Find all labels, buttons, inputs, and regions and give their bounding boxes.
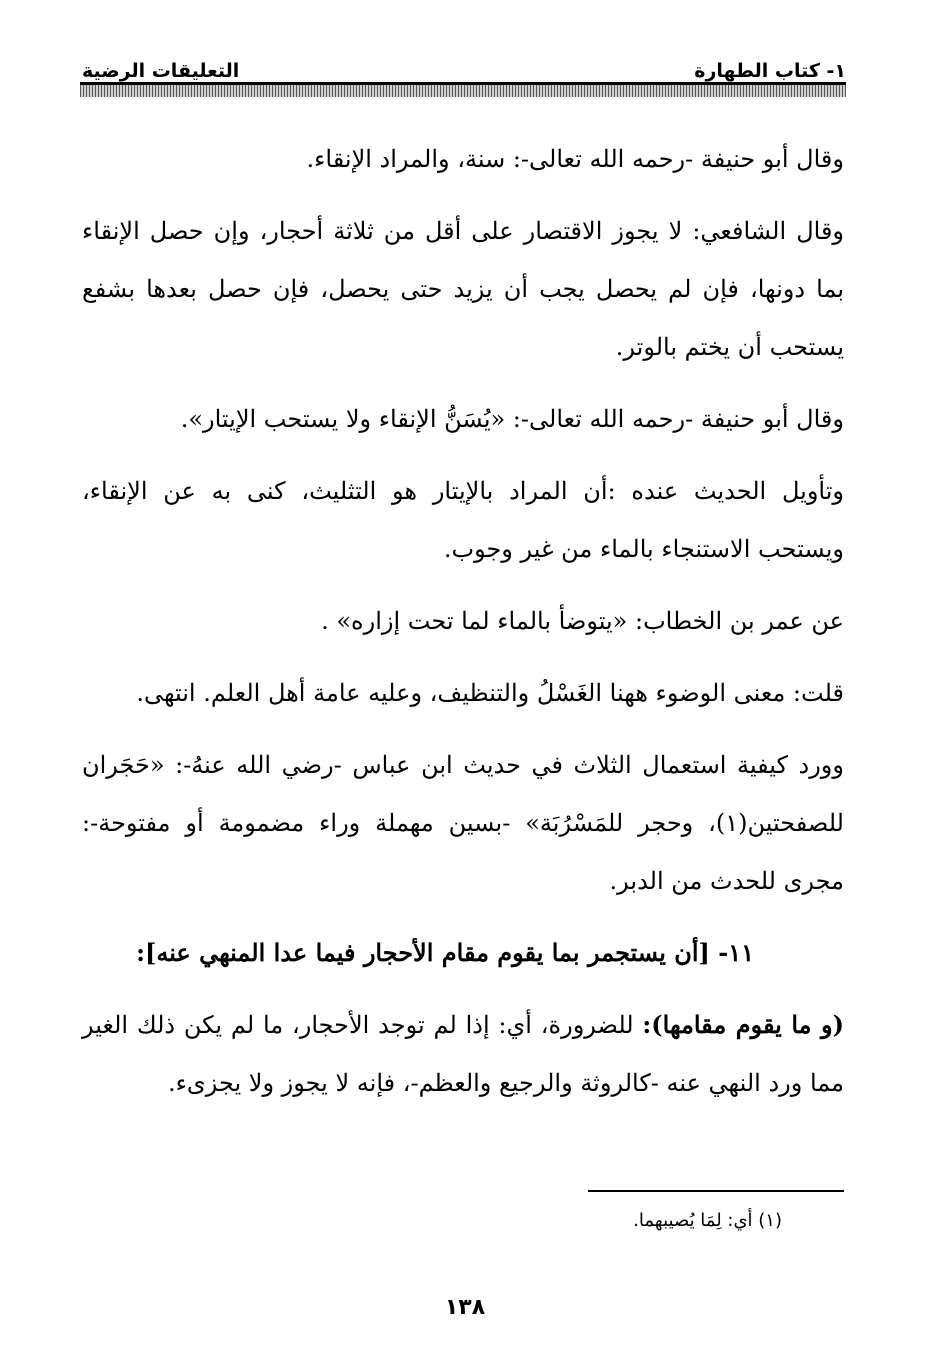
paragraph: وقال أبو حنيفة -رحمه الله تعالى-: سنة، والمراد الإنقاء. bbox=[306, 145, 844, 173]
paragraph: وورد كيفية استعمال الثلاث في حديث ابن عباس -رضي الله عنهُ-: «حَجَران للصفحتين(١)، وحجر للمَسْرُبَة» -بسين مهملة وراء مضمومة أو مفتوحة-: مجرى للحدث من الدبر. bbox=[82, 751, 844, 895]
header-rule bbox=[80, 82, 846, 97]
paragraph-lead: (و ما يقوم مقامها): bbox=[642, 1010, 844, 1039]
chapter-title: ١- كتاب الطهارة bbox=[694, 60, 846, 82]
page-number: ١٣٨ bbox=[444, 1295, 486, 1320]
paragraph: وتأويل الحديث عنده :أن المراد بالإيتار هو التثليث، كنى به عن الإنقاء، ويستحب الاستنجاء بالماء من غير وجوب. bbox=[82, 477, 844, 563]
paragraph: قلت: معنى الوضوء ههنا الغَسْلُ والتنظيف، وعليه عامة أهل العلم. انتهى. bbox=[136, 679, 844, 707]
paragraph: عن عمر بن الخطاب: «يتوضأ بالماء لما تحت إزاره» . bbox=[321, 607, 844, 635]
footnote-rule bbox=[588, 1190, 844, 1192]
paragraph-text: للضرورة، أي: إذا لم توجد الأحجار، ما لم يكن ذلك الغير مما ورد النهي عنه -كالروثة والرجيع والعظم-، فإنه لا يجوز ولا يجزىء. bbox=[82, 1011, 844, 1097]
section-heading: ١١- [أن يستجمر بما يقوم مقام الأحجار فيما عدا المنهي عنه]: bbox=[136, 938, 754, 967]
paragraph: وقال أبو حنيفة -رحمه الله تعالى-: «يُسَنُّ الإنقاء ولا يستحب الإيتار». bbox=[180, 405, 844, 433]
running-header bbox=[82, 42, 846, 82]
footnote: (١) أي: لِمَا يُصيبهما. bbox=[633, 1210, 782, 1231]
book-title: التعليقات الرضية bbox=[82, 60, 240, 82]
paragraph bbox=[82, 996, 844, 1112]
paragraph: وقال الشافعي: لا يجوز الاقتصار على أقل من ثلاثة أحجار، وإن حصل الإنقاء بما دونها، فإن لم يحصل يجب أن يزيد حتى يحصل، فإن حصل بعدها بشفع يستحب أن يختم بالوتر. bbox=[82, 217, 844, 361]
body-text bbox=[82, 130, 844, 1126]
